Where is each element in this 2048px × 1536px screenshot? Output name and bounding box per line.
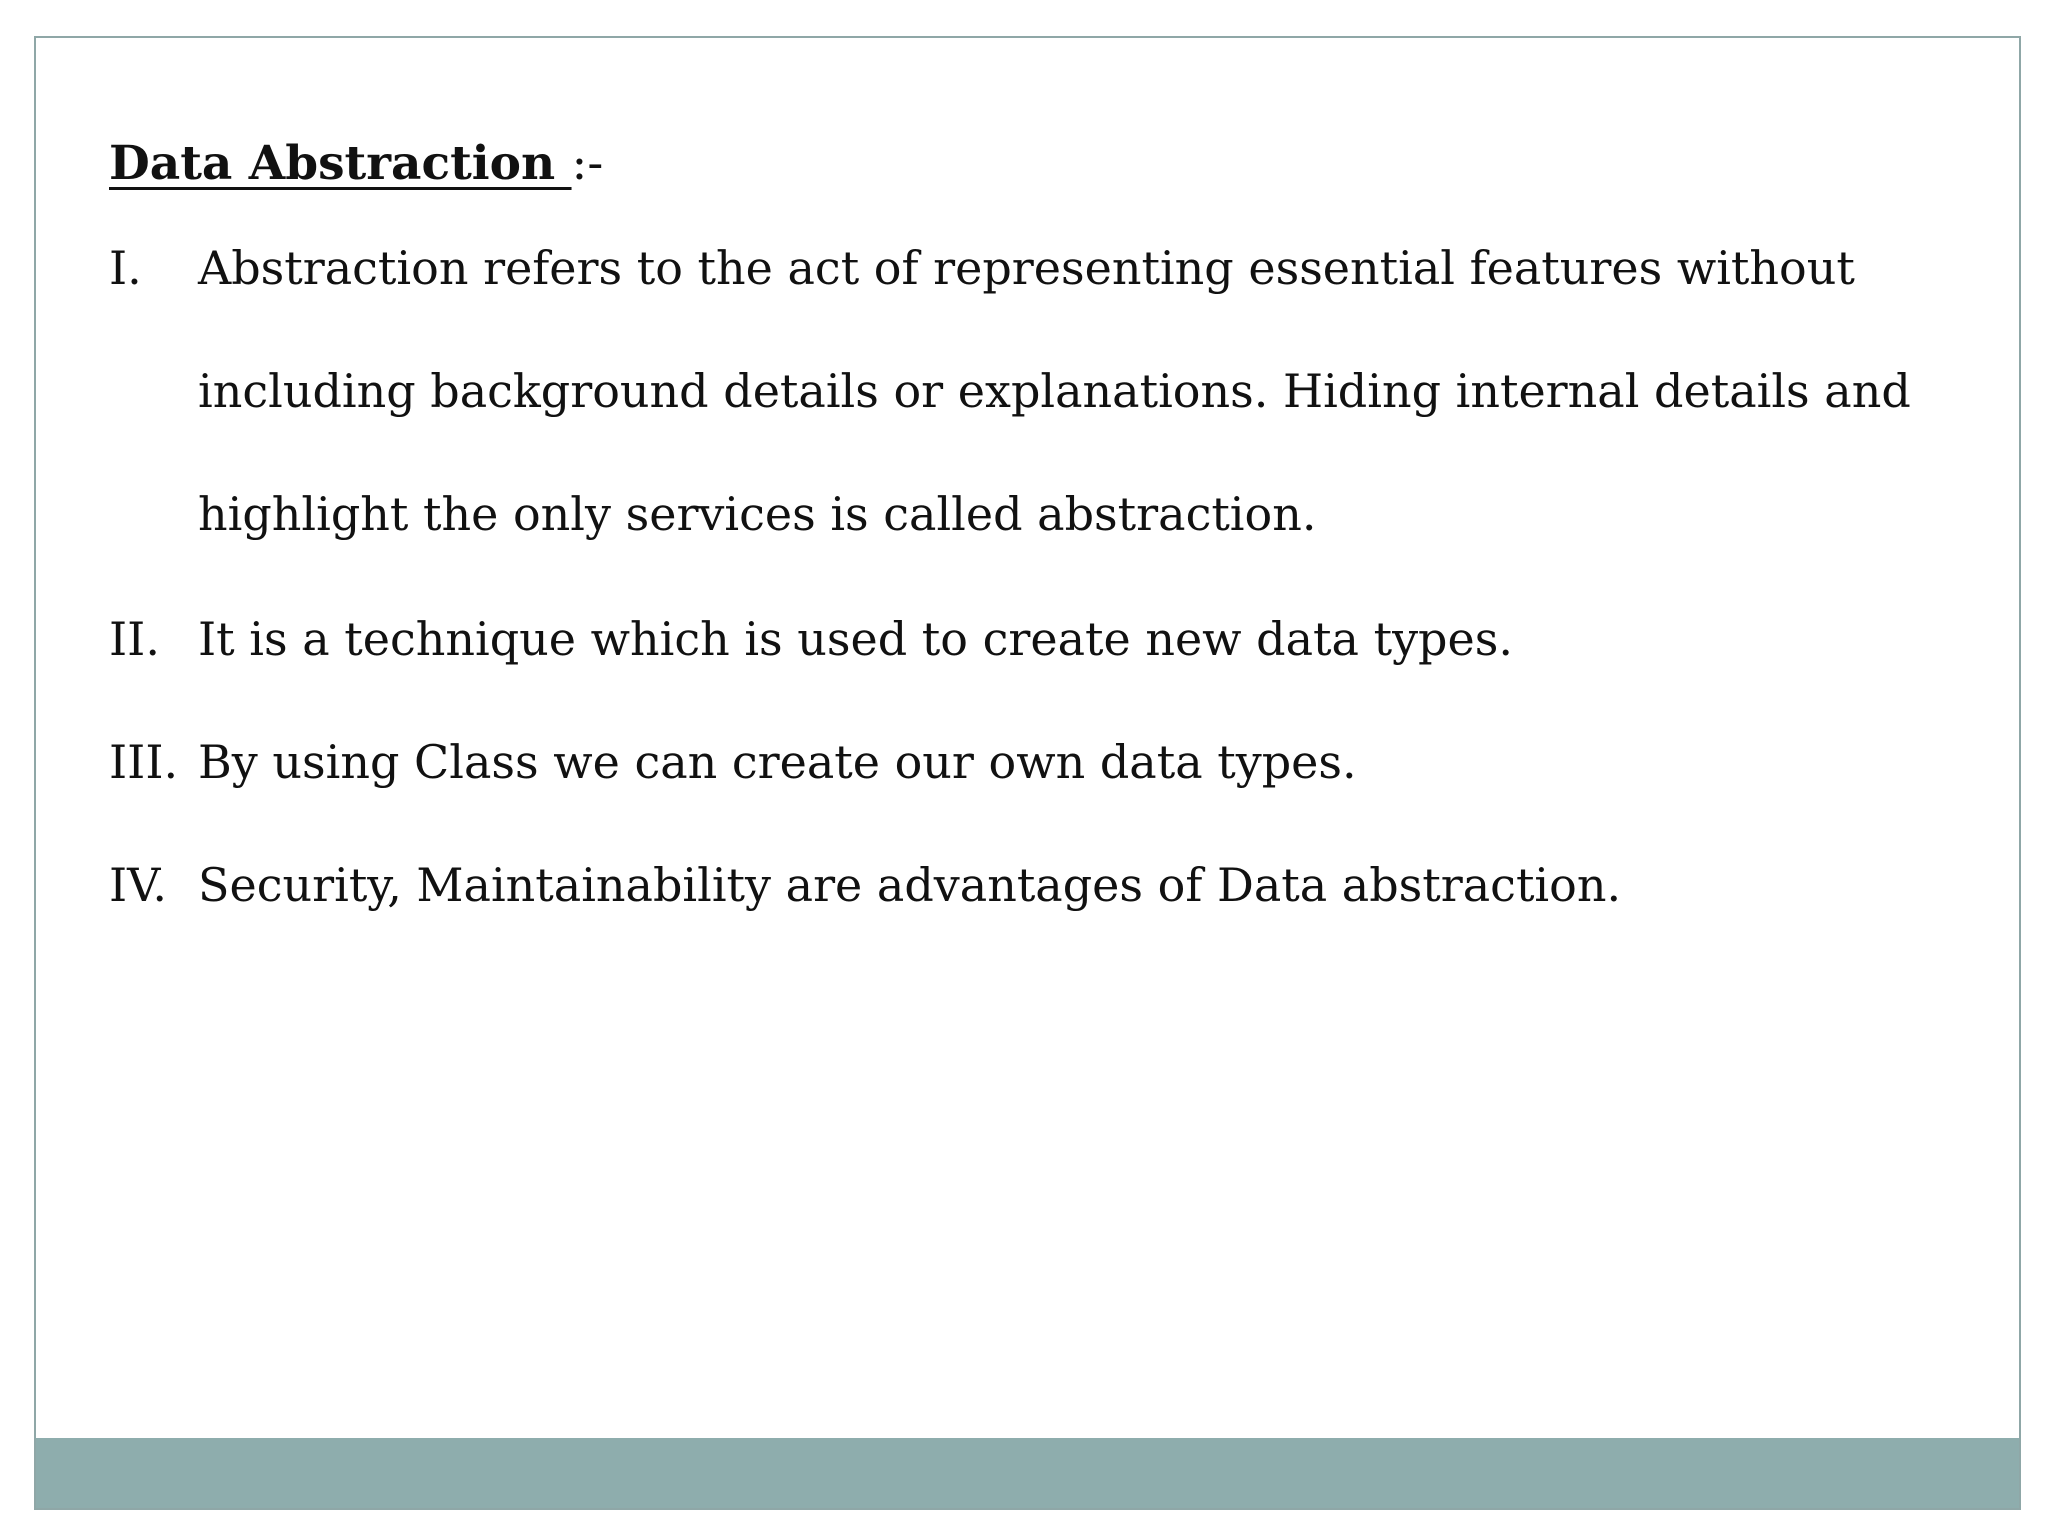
list-item-line: Abstraction refers to the act of representing essential features without bbox=[198, 241, 1855, 295]
list-item-numeral: IV. bbox=[109, 858, 167, 912]
list-item-line: By using Class we can create our own data types. bbox=[198, 735, 1357, 789]
list-item-numeral: II. bbox=[109, 612, 160, 666]
list-item-line: It is a technique which is used to create new data types. bbox=[198, 612, 1513, 666]
footer-bar bbox=[36, 1438, 2019, 1508]
list-item-line: including background details or explanations. Hiding internal details and bbox=[198, 364, 1911, 418]
list-item-line: highlight the only services is called abstraction. bbox=[198, 487, 1317, 541]
slide-title-text: Data Abstraction bbox=[109, 136, 572, 191]
slide-title bbox=[109, 136, 603, 191]
slide-title-suffix: :- bbox=[571, 136, 604, 191]
list-item-line: Security, Maintainability are advantages of Data abstraction. bbox=[198, 858, 1622, 912]
list-item-numeral: I. bbox=[109, 241, 142, 295]
slide-frame bbox=[34, 36, 2021, 1510]
list-item-numeral: III. bbox=[109, 735, 179, 789]
